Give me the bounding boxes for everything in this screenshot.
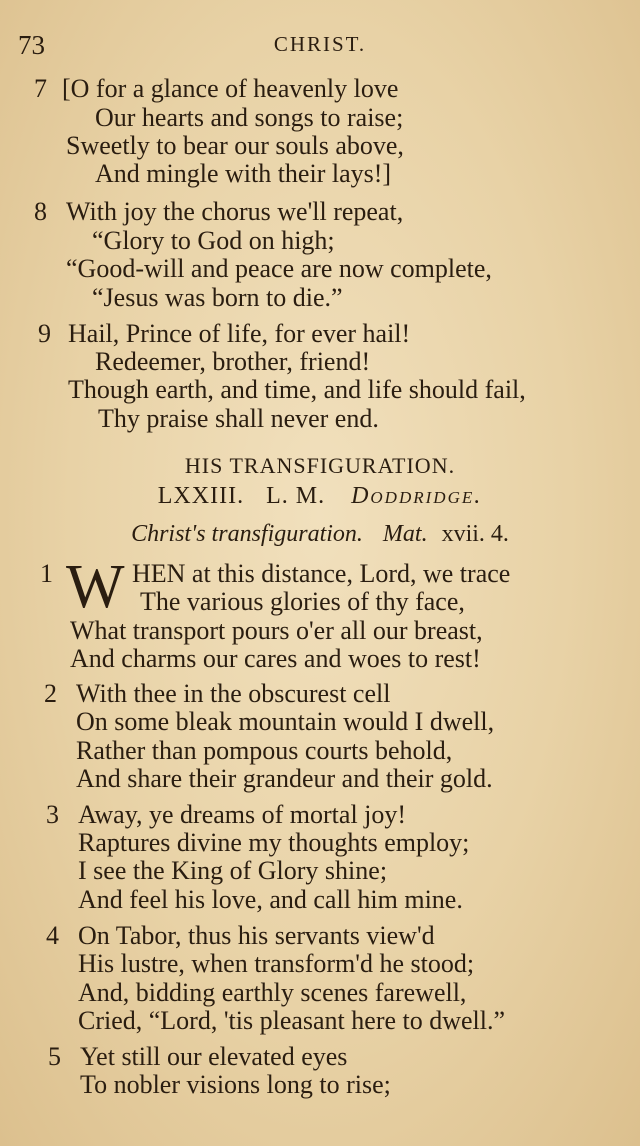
verse-line: And charms our cares and woes to rest! <box>70 644 481 673</box>
running-title: CHRIST. <box>273 32 367 56</box>
verse-line: And, bidding earthly scenes farewell, <box>78 978 467 1007</box>
verse-line: With thee in the obscurest cell <box>76 679 391 708</box>
stanza-number: 7 <box>34 74 47 103</box>
hymn-number: LXXIII. <box>157 483 245 509</box>
drop-cap: W <box>66 553 125 621</box>
verse-line: And mingle with their lays!] <box>95 159 392 188</box>
verse-line: The various glories of thy face, <box>140 587 465 616</box>
section-title: HIS TRANSFIGURATION. <box>184 453 456 478</box>
verse-line: On Tabor, thus his servants view'd <box>78 921 435 950</box>
verse-line: Sweetly to bear our souls above, <box>66 131 404 160</box>
verse-line: Our hearts and songs to raise; <box>95 103 404 132</box>
verse-line: [O for a glance of heavenly love <box>62 74 399 103</box>
reference-book: Mat. <box>382 521 428 547</box>
page-header <box>0 30 640 60</box>
verse-line: Though earth, and time, and life should fail, <box>68 375 526 404</box>
verse-line: His lustre, when transform'd he stood; <box>78 949 475 978</box>
verse-line: I see the King of Glory shine; <box>78 856 388 885</box>
stanza-number: 1 <box>40 559 53 588</box>
stanza-number: 9 <box>38 319 51 348</box>
stanza-number: 2 <box>44 679 57 708</box>
verse-line: And feel his love, and call him mine. <box>78 885 463 914</box>
verse-line: On some bleak mountain would I dwell, <box>76 707 495 736</box>
page-number: 73 <box>18 30 45 60</box>
hymn-meter: L. M. <box>266 483 326 509</box>
verse-line: With joy the chorus we'll repeat, <box>66 197 404 226</box>
stanza-number: 4 <box>46 921 59 950</box>
verse-line: Away, ye dreams of mortal joy! <box>78 800 407 829</box>
stanza-number: 3 <box>46 800 59 829</box>
verse-line: Cried, “Lord, 'tis pleasant here to dwell.” <box>78 1006 506 1035</box>
hymn-author: Doddridge. <box>351 483 483 509</box>
hymn-heading <box>0 483 640 510</box>
verse-line: “Good-will and peace are now complete, <box>66 254 492 283</box>
verse-line: “Glory to God on high; <box>92 226 335 255</box>
verse-line: Redeemer, brother, friend! <box>95 347 371 376</box>
verse-line: What transport pours o'er all our breast, <box>70 616 483 645</box>
verse-line: HEN at this distance, Lord, we trace <box>132 559 511 588</box>
verse-line: And share their grandeur and their gold. <box>76 764 493 793</box>
verse-line: Hail, Prince of life, for ever hail! <box>68 319 411 348</box>
verse-line: Yet still our elevated eyes <box>80 1042 348 1071</box>
verse-line: Rather than pompous courts behold, <box>76 736 453 765</box>
hymn-subject <box>0 521 640 548</box>
stanza-number: 5 <box>48 1042 61 1071</box>
reference-chapter: xvii. 4. <box>441 521 509 547</box>
verse-line: Raptures divine my thoughts employ; <box>78 828 470 857</box>
subject-text: Christ's transfiguration. <box>131 521 363 547</box>
verse-line: Thy praise shall never end. <box>98 404 379 433</box>
verse-line: “Jesus was born to die.” <box>92 283 343 312</box>
stanza-number: 8 <box>34 197 47 226</box>
verse-line: To nobler visions long to rise; <box>80 1070 391 1099</box>
